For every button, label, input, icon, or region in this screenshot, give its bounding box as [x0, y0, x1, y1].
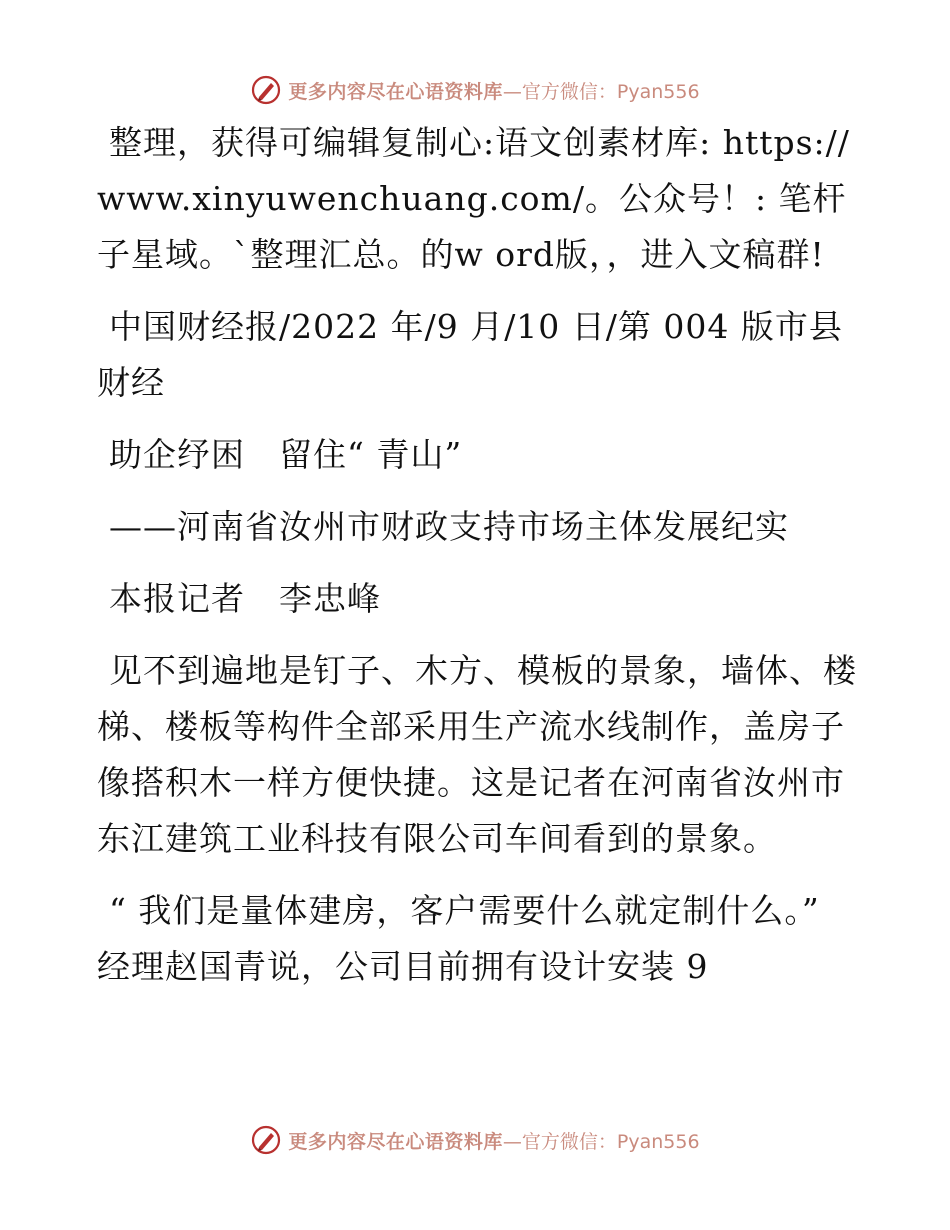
body-paragraph: “ 我们是量体建房，客户需要什么就定制什么。” 经理赵国青说，公司目前拥有设计安装 9 — [97, 891, 820, 986]
watermark-brand: 更多内容尽在心语资料库 — [288, 80, 503, 103]
intro-paragraph: 整理，获得可编辑复制心:语文创素材库: https://www.xinyuwenchuang.com/。公众号！: 笔杆子星域。`整理汇总。的w ord版，，进入文稿群! — [97, 123, 850, 274]
watermark-brand: 更多内容尽在心语资料库 — [288, 1130, 503, 1153]
watermark-wechat: —官方微信：Pyan556 — [502, 1130, 700, 1153]
pen-logo-icon — [250, 1124, 282, 1156]
watermark-banner-bottom — [0, 1120, 950, 1160]
article-subtitle: ——河南省汝州市财政支持市场主体发展纪实 — [109, 507, 789, 546]
document-body — [97, 115, 857, 1011]
watermark-banner-top — [0, 70, 950, 110]
article-title: 助企纾困 留住“ 青山” — [109, 435, 463, 474]
pen-logo-icon — [250, 74, 282, 106]
watermark-wechat: —官方微信：Pyan556 — [502, 80, 700, 103]
byline: 本报记者 李忠峰 — [109, 579, 381, 618]
source-line: 中国财经报/2022 年/9 月/10 日/第 004 版市县财经 — [97, 307, 843, 402]
body-paragraph: 见不到遍地是钉子、木方、模板的景象，墙体、楼梯、楼板等构件全部采用生产流水线制作，盖房子像搭积木一样方便快捷。这是记者在河南省汝州市东江建筑工业科技有限公司车间看到的景象。 — [97, 651, 857, 858]
